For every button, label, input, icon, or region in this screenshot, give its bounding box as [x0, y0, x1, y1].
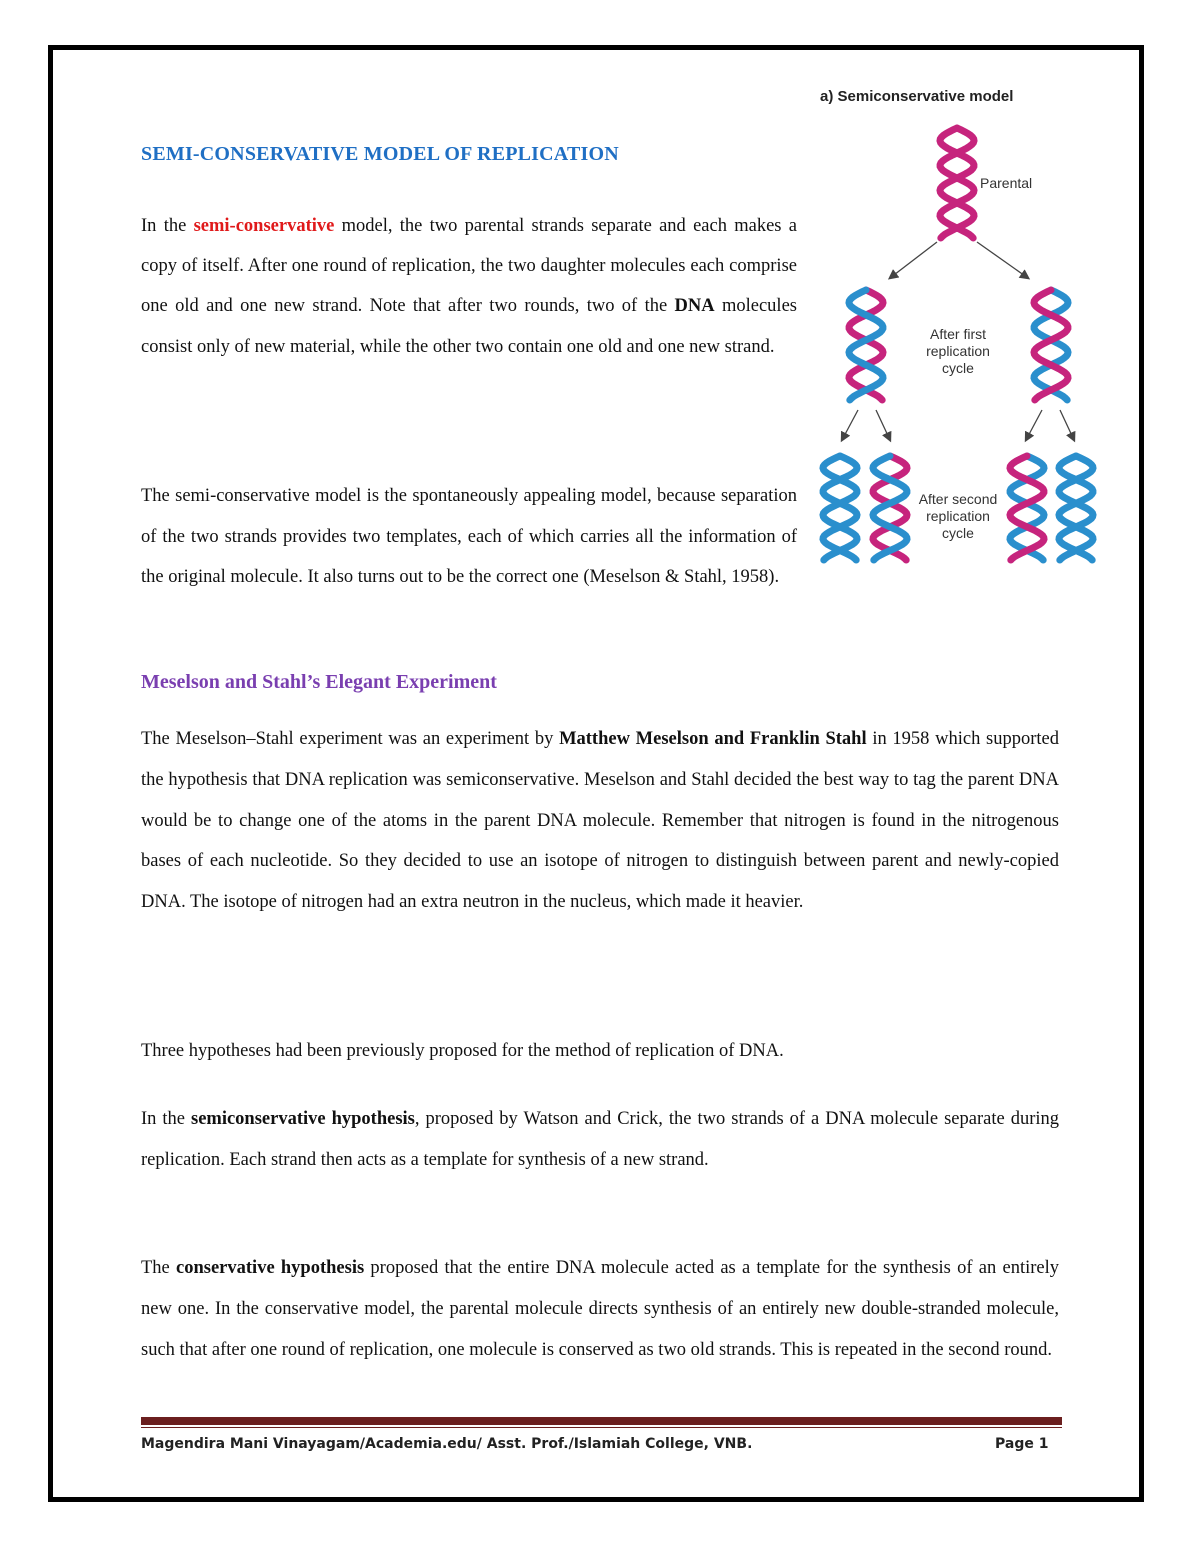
replication-diagram	[812, 86, 1102, 576]
cons-text-b: proposed that the entire DNA molecule acted as a template for the synthesis of an entirely new one. In the conservative model, the parental molecule directs synthesis of an entirely new double-stranded molecule, such that after one round of replication, one molecule is conserved as two old strands. This is repeated in the second round.	[141, 1258, 1059, 1360]
second-cycle-line-2: replication	[926, 508, 990, 524]
intro-paragraph-1	[141, 206, 797, 367]
experiment-subheading: Meselson and Stahl’s Elegant Experiment	[141, 671, 497, 693]
exp-text-a: The Meselson–Stahl experiment was an experiment by	[141, 729, 560, 749]
semi-text-a: In the	[141, 1109, 191, 1129]
arrow-right-a	[1026, 410, 1042, 440]
first-cycle-line-3: cycle	[942, 360, 974, 376]
intro-text-b: molecules consist only of new material, while the other two contain one old and one new strand.	[141, 296, 797, 357]
helix-second-2	[873, 456, 907, 560]
helix-second-3	[1010, 456, 1044, 560]
page-number: Page 1	[995, 1436, 1049, 1452]
arrow-parent-right	[977, 242, 1028, 278]
first-cycle-line-2: replication	[926, 343, 990, 359]
intro-text-a: model, the two parental strands separate and each makes a copy of itself. After one round of replication, the two daughter molecules each comprise one old and one new strand. Note that after two rounds, two of the	[141, 216, 797, 317]
intro-paragraph-2: The semi-conservative model is the spontaneously appealing model, because separation of the two strands provides two templates, each of which carries all the information of the original molecule. It also turns out to be the correct one (Meselson & Stahl, 1958).	[141, 486, 797, 587]
dna-term: DNA	[674, 296, 715, 317]
cons-text-a: The	[141, 1258, 177, 1278]
exp-text-b: in 1958 which supported the hypothesis that DNA replication was semiconservative. Meselson and Stahl decided the best way to tag the parent DNA would be to change one of the atoms in the parent DNA molecule. Remember that nitrogen is found in the nitrogenous bases of each nucleotide. So they decided to use an isotope of nitrogen to distinguish between parent and newly-copied DNA. The isotope of nitrogen had an extra neutron in the nucleus, which made it heavier.	[141, 729, 1059, 913]
footer-author: Magendira Mani Vinayagam/Academia.edu/ Asst. Prof./Islamiah College, VNB.	[141, 1436, 753, 1452]
semi-text-b: , proposed by Watson and Crick, the two strands of a DNA molecule separate during replication. Each strand then acts as a template for synthesis of a new strand.	[141, 1109, 1059, 1170]
figure-title: a) Semiconservative model	[820, 88, 1014, 105]
arrow-left-b	[876, 410, 890, 440]
semi-conservative-term: semi-conservative	[193, 216, 335, 236]
helix-parental	[940, 128, 974, 238]
scientists-names: Matthew Meselson and Franklin Stahl	[559, 729, 867, 749]
experiment-paragraph	[141, 719, 1059, 923]
arrow-right-b	[1060, 410, 1074, 440]
arrow-parent-left	[890, 242, 937, 278]
section-heading: SEMI-CONSERVATIVE MODEL OF REPLICATION	[141, 143, 619, 165]
second-cycle-line-3: cycle	[942, 525, 974, 541]
intro-text-pre: In the	[141, 216, 194, 236]
first-cycle-line-1: After first	[929, 326, 986, 342]
second-cycle-line-1: After second	[918, 491, 998, 507]
arrow-left-a	[842, 410, 858, 440]
semiconservative-term: semiconservative hypothesis	[191, 1109, 415, 1129]
helix-first-left	[849, 290, 883, 400]
helix-first-right	[1034, 290, 1068, 400]
conservative-paragraph	[141, 1248, 1059, 1370]
footer-rule	[141, 1417, 1062, 1425]
helix-second-1	[823, 456, 857, 560]
figure-label-parental: Parental	[980, 175, 1033, 191]
conservative-term: conservative hypothesis	[176, 1258, 365, 1278]
footer-rule-thin	[141, 1427, 1062, 1428]
three-hypotheses-paragraph: Three hypotheses had been previously proposed for the method of replication of DNA.	[141, 1041, 784, 1061]
helix-second-4	[1059, 456, 1093, 560]
semiconservative-paragraph	[141, 1099, 1059, 1181]
